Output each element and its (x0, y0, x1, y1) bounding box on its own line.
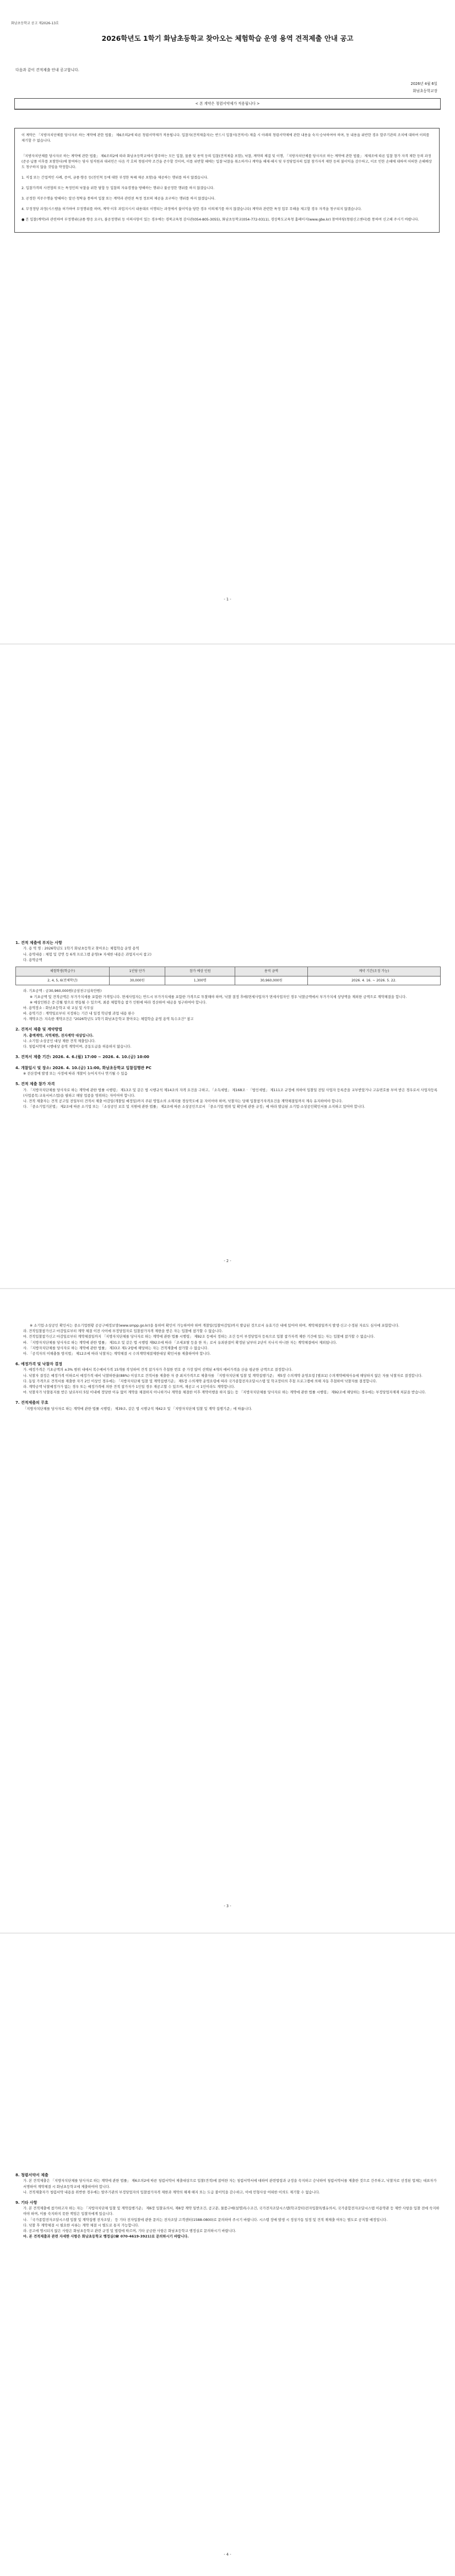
table-header: 계약 기간(조정 가능) (307, 967, 440, 976)
invalid-rule: 「지방자치단체를 당사자로 하는 계약에 관한 법률 시행령」 제39조, 같은 법 시행규칙 제42조 및 「지방자치단체 입찰 및 계약 집행기준」에 따릅니다. (23, 1407, 252, 1411)
page-divider (0, 1288, 455, 1289)
eligibility-item: 라. 견적입찰참가신고 마감일로부터 계약 체결 이전 사이에 부정당업자로 입찰참가자격 제한을 받은 자는 입찰에 참가할 수 없습니다. (23, 1329, 223, 1334)
table-cell: 2, 4, 5, 6(전체학년) (16, 976, 110, 985)
pledge-item: 3. 공정한 직무수행을 방해하는 알선·청탁을 통하여 입찰 또는 계약과 관련된 특정 정보의 제공을 요구하는 행위를 하지 않겠습니다. (21, 197, 216, 201)
price-rule: 가. 예정가격은 기초금액의 ±3% 범위 내에서 복수예비가격 15개를 작성하여 견적 참가자가 추첨한 번호 중 가장 많이 선택된 4개의 예비가격을 산술 평균한 금액으로 결정합니다. (23, 1368, 292, 1372)
service-amount-label: 다. 용역금액 (23, 958, 42, 962)
notice-body: 이 계약은 「지방자치단체를 당사자로 하는 계약에 관한 법률」 제6조의2에 따른 청렴서약제가 적용됩니다. 입찰자(견적제출자)는 반드시 입찰서(견적서) 제출 시 아래의 청렴서약제에 관한 내용을 숙지·승낙하여야 하며, 동 내용을 위반한 경우 발주기관의 조치에 대하여 이의를 제기할 수 없습니다. (21, 133, 430, 143)
contract-method: 나. 소기업·소상공인 대상 제한 견적 제출입니다. (23, 1039, 96, 1043)
pledge-paragraph: 「지방자치단체를 당사자로 하는 계약에 관한 법률」 제6조의2에 따라 화남초등학교에서 발주하는 모든 입찰, 물품 및 용역 등의 입찰(견적제출 포함), 낙찰, 계약의 체결 및 이행, 「지방자치단체를 당사자로 하는 계약에 관한 법률」 제제조에 따른 입찰 참가 자격 제한 등의 과정(준공·납품 이후를 포함한다)에 참여하는 당사 임직원과 대리인은 다음 각 호의 청렴서약 조건을 준수할 것이며, 이를 위반할 때에는 입찰·낙찰을 취소하거나 계약을 해제·해지 및 부정당업자의 입찰 참가자격 제한 등의 불이익을 감수하고, 이로 인한 손해에 대하여 어떠한 손해배상도 청구하지 않을 것임을 약정합니다. (21, 154, 432, 170)
misc-item: 가. 본 견적제출에 참가하고자 하는 자는 「지방자치단체 입찰 및 계약집행기준」 제6장 입찰유의서, 제8장 계약 일반조건, 공고문, 물품구매(설명)특수조건, 국가전자조달시스템(학교장터)전자입찰특별유의서, 국가종합전자조달시스템 이용약관 등 제반 사항을 입찰 전에 숙지하여야 하며, 이를 숙지하지 못한 책임은 입찰자에게 있습니다. (23, 2207, 440, 2217)
pledge-item: 2. 입찰가격의 사전협의 또는 특정인의 낙찰을 위한 담합 등 입찰의 자유경쟁을 방해하는 행위나 불공정한 행위를 하지 않겠습니다. (21, 186, 215, 191)
pledge-rule: 나. 견적제출자가 청렴서약 내용을 위반한 경우에는 발주기관의 부정당업자의 입찰참가자격 제한과 계약의 해제·해지 또는 도급 불이익을 감수하고, 이에 민형사상 어떠한 이의도 제기할 수 없습니다. (23, 2190, 320, 2194)
misc-item: 라. 공고에 명시되지 않은 사항은 화남초등학교 관련 규정 및 법령에 따르며, 기타 궁금한 사항은 화남초등학교 행정실로 문의하시기 바랍니다. (23, 2229, 236, 2233)
eligibility-item: 가. 「지방자치단체를 당사자로 하는 계약에 관한 법률 시행령」 제13조 및 같은 법 시행규칙 제14조의 자격 요건을 구하고, 「소득세법」 제168조 · 「법인세법」 제111조 규정에 의하여 입찰일 전일 사업자 등록증을 교부받았거나 고유번호를 부여 받은 경우로서 사업자등록(사업종목:교육서비스업)을 필하고 해당 업종을 영위하는 자이어야 합니다. (23, 1088, 438, 1098)
price-rule: 라. 계약금액 낙찰예정가가 없는 경우 또는 예정가격에 의한 견적 참가자가 1인일 경우 재공고할 수 있으며, 재공고 시 1인이라도 계약합니다. (23, 1385, 235, 1389)
section-heading: 1. 견적 제출에 부치는 사항 (15, 941, 62, 945)
opening-datetime: 4. 개찰일시 및 장소: 2026. 4. 10.(금) 11:00, 화남초등학교 입찰집행관 PC (15, 1065, 151, 1070)
contact-info: 마. 본 견적제출과 관련 자세한 사항은 화남초등학교 행정실(☎ 070-4619-3921)로 문의하시기 바랍니다. (23, 2235, 189, 2239)
contract-method: 가. 총액계약, 지역제한, 전자계약 대상입니다. (23, 1033, 94, 1038)
integrity-notice-box (14, 98, 441, 110)
page-title: 2026학년도 1학기 화남초등학교 찾아오는 체험학습 운영 용역 견적제출 안내 공고 (101, 34, 354, 42)
note: ※ 예상인원은 증·감될 항으로 변동될 수 있으며, 최종 체험학습 참가 인원에 따라 정산하여 대금을 청구하여야 합니다. (30, 1000, 207, 1005)
intro-text: 다음과 같이 견적제출 안내 공고합니다. (15, 68, 79, 72)
section-heading: 9. 기타 사항 (15, 2200, 37, 2205)
pledge-item: 1. 직접 또는 간접적인 사례, 증여, 금품·향응 등(친인척 등에 대한 부정한 특혜 제공 포함)을 제공하는 행위를 하지 않겠습니다. (21, 176, 208, 180)
page-number: - 2 - (224, 1259, 231, 1263)
table-header: 참가 예상 인원 (165, 967, 235, 976)
service-location: 마. 용역장소 : 화남초등학교 내 교실 및 사무실 (23, 1006, 94, 1010)
eligibility-item: 아. 「공직자의 이해충돌 방지법」 제12조에 따라 낙찰자는 계약체결 시 수의계약체결제한대상 확인서를 제출하여야 합니다. (23, 1351, 211, 1356)
integrity-pledge-box (14, 128, 440, 233)
note: ※ 기초금액 및 견적금액은 부가가치세를 포함한 가격입니다. 면세사업자는 반드시 부가가치세를 포함한 가격으로 투찰해야 하며, 낙찰 결정 후에(면세사업자가 면세사업자인 경우 낙찰금액에서 부가가치세 상당액을 제외한 금액으로 계약체결을 합니다. (30, 995, 407, 999)
misc-item: 나. 「국가종합전자조달시스템 입찰 및 계약집행 전자조달」 등 기타 전자입찰에 관한 문의는 전자조달 고객센터(1588-0800)로 문의하여 주시기 바랍니다. 시스템 장애 발생 시 정상가동 일정 및 견적 재제출 여부는 별도로 공지할 예정입니다. (23, 2218, 388, 2222)
announcement-date: 2026년 4월 6일 (410, 82, 437, 86)
report-contact: ● 본 입찰(계약)과 관련하여 부정행위(금품·향응 요구), 불공정행위 등 이의사항이 있는 경우에는 경북교육청 감사관(054-805-3055), 화남초등학교(054-772-0311), 경상북도교육청 홈페이지(www.gbe.kr) 참여마당(청렴신고센터)를 통하여 신고해 주시기 바랍니다. (21, 218, 419, 222)
service-content: 나. 용역내용 : 체험 및 강연 등 6개 프로그램 운영(※ 자세한 내용은 과업지시서 참고) (23, 952, 151, 957)
table-cell: 30,000원 (109, 976, 165, 985)
note: ※ 소기업·소상공인 확인서는 중소기업현황 공공구매정보망(www.smpp.go.kr)을 통하여 확인이 가능하여야 하며 개찰일(입찰마감일)까지 발급된 것으로서 유효기간 내에 있어야 하며, 계약체결일까지 발생·신고·수정된 자료도 심사에 포함합니다. (30, 1324, 399, 1328)
notice-heading: < 본 계약은 청렴서약제가 적용됩니다 > (15, 99, 440, 109)
price-rule: 다. 동일 가격으로 견적서를 제출한 자가 2인 이상인 경우에는 「지방자치단체 입찰 및 계약집행기준」 제5장 수의계약 운영요령에 따라 국가종합전자조달시스템 및 학교장터의 추첨 프로그램에 의해 자동 추첨하여 낙찰자를 결정합니다. (23, 1379, 377, 1383)
eligibility-item: 다. 「중소기업기본법」 제2조에 따른 소기업 또는 「소상공인 보호 및 지원에 관한 법률」 제2조에 따른 소상공인으로서 「중소기업 범위 및 확인에 관한 규정」에 따라 발급된 소기업·소상공인확인서를 소지하고 있어야 합니다. (23, 1105, 365, 1109)
section-heading: 6. 예정가격 및 낙찰자 결정 (15, 1362, 62, 1367)
table-header: 1인당 단가 (109, 967, 165, 976)
doc-number: 화남초등학교 공고 제2026-13호 (11, 22, 59, 25)
eligibility-item: 나. 견적 제출자는 견적 공고일 전일부터 견적서 제출 마감일(개찰일 예정일)까지 주된 영업소의 소재지를 경상북도에 둔 자이어야 하며, 낙찰자는 당해 입찰참가자격요건을 계약체결일까지 계속 유지하여야 합니다. (23, 1099, 343, 1103)
table-cell: 2026. 4. 16. ~ 2026. 5. 22. (307, 976, 440, 985)
section-8 (15, 2172, 441, 2240)
table-header: 체험학생(학급수) (16, 967, 110, 976)
eligibility-item: 바. 「지방자치단체를 당사자로 하는 계약에 관한 법률」 제31조 및 같은 법 시행령 제92조에 따라 「조세포탈 등을 한 자」로서 유죄판결이 확정된 날부터 2년이 지나지 아니한 자는 계약체결에서 제외됩니다. (23, 1340, 337, 1345)
contract-method: 다. 청렴서약제 시행대상 용역 계약이며, 공동도급을 허용하지 않습니다. (23, 1045, 132, 1049)
table-row (16, 976, 441, 985)
table-cell: 1,300명 (165, 976, 235, 985)
eligibility-item: 사. 「지방자치단체를 당사자로 하는 계약에 관한 법률」 제33조 제1·2항에 해당하는 자는 견적제출에 참가할 수 없습니다. (23, 1346, 209, 1350)
price-rule: 마. 낙찰자가 낙찰통지를 받은 날로부터 5일 이내에 정당한 이유 없이 계약을 체결하지 아니하거나 계약을 체결한 이후 계약이행을 하지 않는 등 「지방자치단체를 당사자로 하는 계약에 관한 법률 시행령」 제92조에 해당하는 경우에는 부정당업자제재 처분을 받습니다. (23, 1391, 426, 1395)
page-number: - 3 - (224, 1904, 231, 1908)
table-header: 용역 금액 (235, 967, 307, 976)
section-heading: 2. 견적서 제출 및 계약방법 (15, 1027, 62, 1032)
table-cell: 30,960,000원 (235, 976, 307, 985)
eligibility-item: 마. 견적입찰참가신고 마감일로부터 계약체결일까지 「지방자치단체를 당사자로 하는 계약에 관한 법률 시행령」 제92조 등에서 정하는 조건 등이 부정당업자 등록으로 입찰 참가자격 제한 기간에 있는 자는 입찰에 참가할 수 없습니다. (23, 1335, 375, 1339)
section-1 (15, 940, 441, 1110)
base-amount: 라. 기초금액 : 금30,960,000원(금삼천구십육만원) (23, 989, 102, 994)
amount-table (15, 967, 441, 985)
page-number: - 1 - (224, 597, 231, 602)
page-divider (0, 1933, 455, 1934)
misc-item: 다. 낙찰 후 계약체결 시 필요한 서류는 계약 체결 시 별도로 통지 가능합니다. (23, 2223, 139, 2228)
section-heading: 5. 견적 제출 참가 자격 (15, 1082, 55, 1087)
pledge-rule: 가. 본 견적제출은 「지방자치단체를 당사자로 하는 계약에 관한 법률」 제6조의2에 따른 청렴서약서 제출대상으로 입찰(견적)에 참여한 자는 청렴서약서에 대하여 관련법령과 규정을 숙지하고 승낙하여 청렴서약서를 제출한 것으로 간주하고, 낙찰자로 선정된 업체는 대표자가 서명하여 계약체결 시 화남초등학교에 제출하여야 합니다. (23, 2179, 437, 2189)
service-name: 가. 용 역 명 : 2026학년도 1학기 화남초등학교 찾아오는 체험학습 운영 용역 (23, 947, 139, 951)
price-rule: 나. 낙찰자 결정은 예정가격 이하로서 예정가격 대비 낙찰하한율(88%) 이상으로 견적서를 제출한 자 중 최저가격으로 제출자를 「지방자치단체 입찰 및 계약집행기준」 제5장 수의계약 운영요령 [별표1] 수의계약배제사유에 해당하지 않은 자를 낙찰자로 결정합니다. (23, 1373, 422, 1378)
submission-period: 3. 견적서 제출 기간: 2026. 4. 6.(월) 17:00 ~ 2026. 4. 10.(금) 10:00 (15, 1055, 149, 1060)
page-number: - 4 - (224, 2552, 231, 2557)
service-period: 바. 용역기간 : 계약일로부터 지정하는 기간 내 일정 학년별 과업 내용 완수 (23, 1012, 135, 1016)
section-heading: 7. 견적제출의 무효 (15, 1400, 48, 1405)
contract-terms: 사. 계약조건: 지속한 계약조건은 "2026학년도 1학기 화남초등학교 찾아오는 체험학습 운영 용역 특수조건" 참고 (23, 1017, 194, 1022)
pledge-item: 4. 부정정당 과정(시스템을 허가하여 부정행위를 하며, 계약 이후 과업지시서 내용대로 이행되는 과정에서 불이익을 당한 경우 이의제기를 하지 않겠습니다) 계약과 관련한 특정 업무 무해을 제고할 경우 자격을 청구되지 않겠습니다. (21, 207, 362, 212)
section-heading: 8. 청렴서약서 제출 (15, 2173, 48, 2177)
signer: 화남초등학교장 (413, 89, 437, 93)
page-divider (0, 643, 455, 645)
note: ※ 전산장애 발생 또는 사정에 따라 개찰이 늦어지거나 연기될 수 있음 (23, 1072, 128, 1076)
section-5-continued (15, 1323, 441, 1412)
